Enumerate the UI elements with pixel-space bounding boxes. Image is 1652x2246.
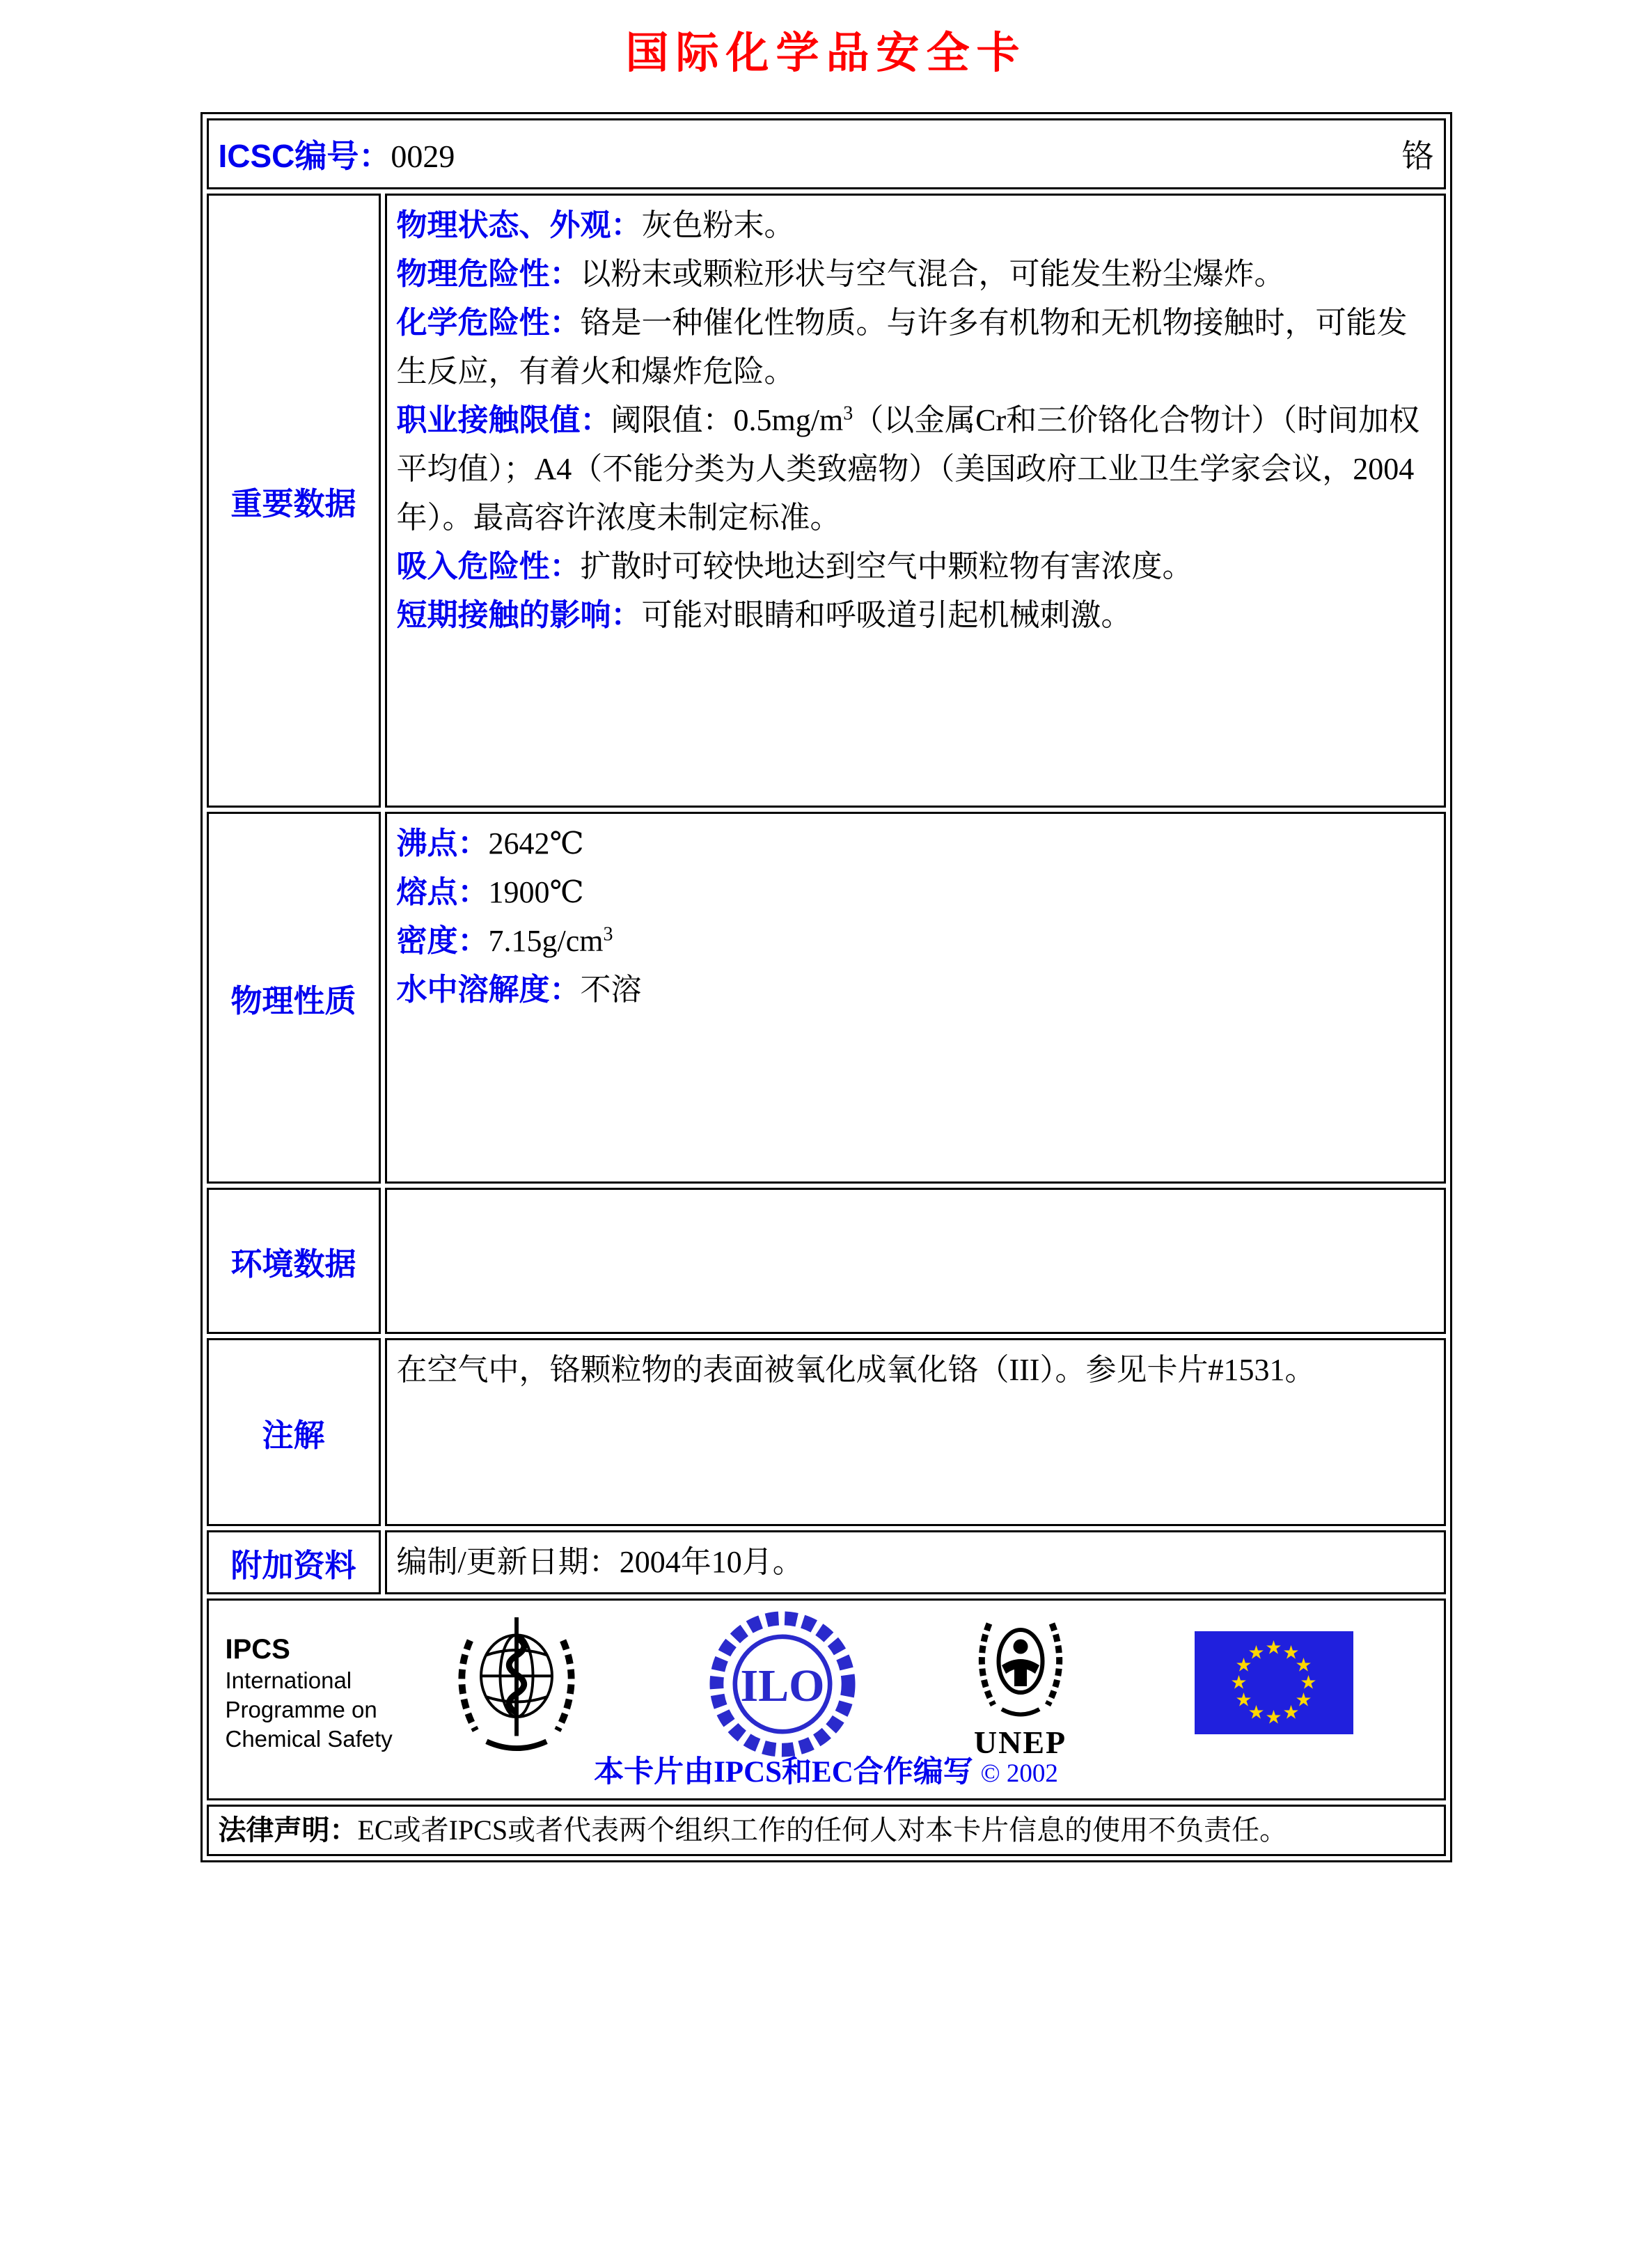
field-value: 可能对眼睛和呼吸道引起机械刺激。 (641, 598, 1132, 632)
physical-properties-content (385, 812, 1446, 1184)
physical-properties-row (207, 812, 1446, 1184)
field-value: （以金属Cr和三价铬化合物计）（时间加权平均值）；A4（不能分类为人类致癌物）（美国政府工业卫生学家会议，2004年）。最高容许浓度未制定标准。 (396, 403, 1420, 535)
chemical-name: 铬 (1401, 139, 1434, 174)
eu-star: ★ (1295, 1654, 1312, 1676)
field-value: 以粉末或颗粒形状与空气混合，可能发生粉尘爆炸。 (580, 257, 1285, 291)
eu-star: ★ (1248, 1642, 1265, 1664)
environmental-data-row (207, 1188, 1446, 1334)
field-value: 扩散时可较快地达到空气中颗粒物有害浓度。 (580, 549, 1193, 583)
cooperation-text: 本卡片由IPCS和EC合作编写 (594, 1756, 973, 1789)
icsc-number-value: 0029 (391, 139, 455, 174)
logos-cell (207, 1599, 1446, 1800)
ilo-logo-icon (706, 1608, 859, 1764)
field-label: 吸入危险性： (396, 549, 581, 583)
field-label: 密度： (396, 924, 489, 958)
data-line (397, 201, 1434, 250)
data-line (397, 299, 1434, 396)
eu-star: ★ (1282, 1702, 1300, 1724)
section-label-notes: 注解 (207, 1338, 381, 1526)
header-cell (207, 118, 1446, 189)
field-value: 在空气中，铬颗粒物的表面被氧化成氧化铬（III）。参见卡片#1531。 (396, 1353, 1316, 1387)
page-title: 国际化学品安全卡 (625, 30, 1027, 77)
eu-star: ★ (1230, 1672, 1248, 1694)
icsc-card-table (200, 112, 1452, 1862)
eu-star: ★ (1235, 1654, 1252, 1676)
data-line (397, 542, 1434, 591)
field-label: 化学危险性： (396, 306, 581, 340)
data-line (397, 819, 1434, 868)
field-value: 阈限值：0.5mg/m (611, 403, 844, 437)
ilo-letters: ILO (739, 1660, 825, 1712)
field-label: 物理状态、外观： (396, 208, 642, 242)
legal-text: EC或者IPCS或者代表两个组织工作的任何人对本卡片信息的使用不负责任。 (357, 1814, 1288, 1846)
data-line (397, 250, 1434, 299)
field-value: 不溶 (580, 973, 642, 1007)
field-value (397, 1195, 1434, 1326)
field-label: 短期接触的影响： (396, 598, 642, 632)
section-label-physical: 物理性质 (207, 812, 381, 1184)
section-label-important: 重要数据 (207, 194, 381, 808)
data-line (397, 396, 1434, 542)
eu-star: ★ (1265, 1706, 1282, 1729)
eu-star: ★ (1235, 1689, 1252, 1711)
field-value: 编制/更新日期：2004年10月。 (396, 1545, 803, 1579)
field-label: 水中溶解度： (396, 973, 581, 1007)
ipcs-text-block (226, 1633, 393, 1754)
icsc-number-label: ICSC编号： (218, 138, 391, 174)
cooperation-caption (219, 1754, 1434, 1793)
field-value: 铬是一种催化性物质。与许多有机物和无机物接触时，可能发生反应，有着火和爆炸危险。 (396, 306, 1408, 388)
legal-cell (207, 1805, 1446, 1856)
eu-star: ★ (1295, 1689, 1312, 1711)
data-line (397, 966, 1434, 1014)
section-label-additional: 附加资料 (207, 1530, 381, 1594)
additional-info-content (385, 1530, 1446, 1594)
field-value: 7.15g/cm (488, 924, 604, 958)
field-label: 职业接触限值： (396, 403, 611, 437)
field-label: 物理危险性： (396, 257, 581, 291)
eu-flag-icon (1195, 1631, 1353, 1734)
header-row (207, 118, 1446, 189)
legal-row (207, 1805, 1446, 1856)
environmental-data-content (385, 1188, 1446, 1334)
superscript: 3 (843, 402, 853, 425)
notes-content (385, 1338, 1446, 1526)
eu-star: ★ (1282, 1642, 1300, 1664)
superscript: 3 (603, 923, 613, 945)
additional-info-row (207, 1530, 1446, 1594)
eu-star: ★ (1300, 1672, 1317, 1694)
important-data-row (207, 194, 1446, 808)
ipcs-line: International (225, 1667, 352, 1693)
eu-star: ★ (1248, 1702, 1265, 1724)
ipcs-line: Chemical Safety (225, 1726, 393, 1752)
field-value: 灰色粉末。 (641, 208, 795, 242)
ipcs-line: Programme on (225, 1697, 377, 1722)
notes-row (207, 1338, 1446, 1526)
who-logo-icon (448, 1610, 585, 1761)
important-data-content (385, 194, 1446, 808)
legal-label: 法律声明： (218, 1815, 358, 1846)
field-label: 熔点： (396, 875, 489, 909)
field-label: 沸点： (396, 826, 489, 861)
unep-wordmark: UNEP (973, 1725, 1067, 1760)
eu-star: ★ (1265, 1637, 1282, 1659)
field-value: 1900℃ (488, 875, 584, 909)
data-line (397, 868, 1434, 917)
logos-row (207, 1599, 1446, 1800)
data-line (397, 917, 1434, 966)
unep-logo-icon (958, 1612, 1083, 1759)
ipcs-acronym: IPCS (225, 1634, 290, 1665)
data-line (397, 591, 1434, 640)
section-label-environment: 环境数据 (207, 1188, 381, 1334)
copyright-text: © 2002 (980, 1759, 1058, 1788)
field-value: 2642℃ (488, 826, 584, 861)
icsc-number-group (219, 131, 455, 177)
